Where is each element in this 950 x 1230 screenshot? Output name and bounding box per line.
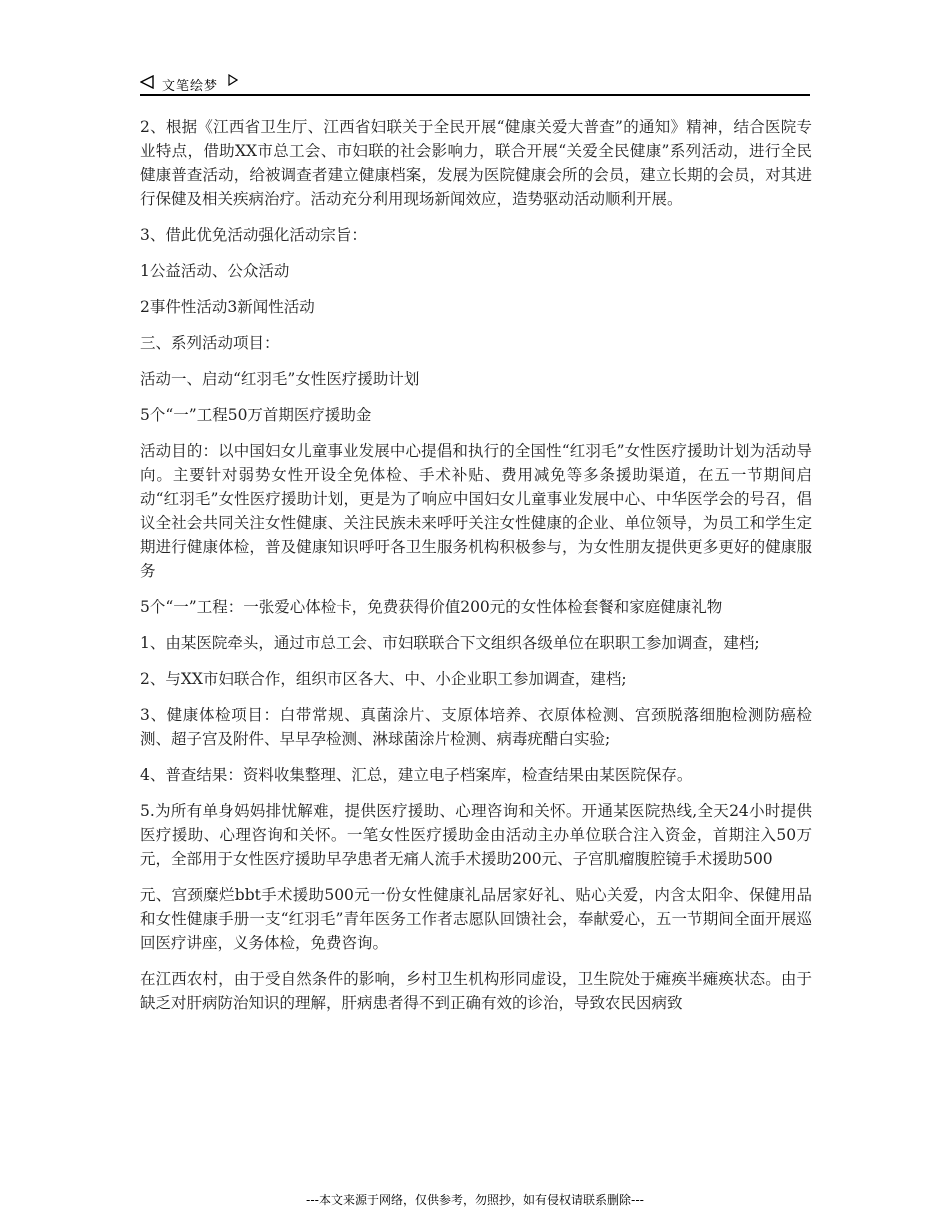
triangle-right-icon xyxy=(228,74,238,86)
document-body xyxy=(140,115,812,1027)
paragraph: 元、宫颈糜烂bbt手术援助500元一份女性健康礼品居家好礼、贴心关爱，内含太阳伞、保健用品和女性健康手册一支“红羽毛”青年医务工作者志愿队回馈社会，奉献爱心，五一节期间全面开展巡回医疗讲座，义务体检，免费咨询。 xyxy=(140,886,812,952)
paragraph: 4、普查结果：资料收集整理、汇总，建立电子档案库，检查结果由某医院保存。 xyxy=(140,766,693,784)
paragraph: 2、根据《江西省卫生厅、江西省妇联关于全民开展“健康关爱大普查”的通知》精神，结合医院专业特点，借助XX市总工会、市妇联的社会影响力，联合开展“关爱全民健康”系列活动，进行全民健康普查活动，给被调查者建立健康档案，发展为医院健康会所的会员，建立长期的会员，对其进行保健及相关疾病治疗。活动充分利用现场新闻效应，造势驱动活动顺利开展。 xyxy=(140,118,812,208)
paragraph: 2、与XX市妇联合作，组织市区各大、中、小企业职工参加调查，建档; xyxy=(140,670,627,688)
paragraph: 1、由某医院牵头，通过市总工会、市妇联联合下文组织各级单位在职职工参加调查，建档; xyxy=(140,634,760,652)
triangle-left-icon xyxy=(140,75,154,89)
paragraph: 3、借此优免活动强化活动宗旨： xyxy=(140,226,367,244)
paragraph: 1公益活动、公众活动 xyxy=(140,262,290,280)
paragraph: 5.为所有单身妈妈排忧解难，提供医疗援助、心理咨询和关怀。开通某医院热线,全天24小时提供医疗援助、心理咨询和关怀。一笔女性医疗援助金由活动主办单位联合注入资金，首期注入50万元，全部用于女性医疗援助早孕患者无痛人流手术援助200元、子宫肌瘤腹腔镜手术援助500 xyxy=(140,802,812,868)
paragraph: 三、系列活动项目： xyxy=(140,334,280,352)
paragraph: 5个“一”工程50万首期医疗援助金 xyxy=(140,406,372,424)
paragraph: 在江西农村，由于受自然条件的影响，乡村卫生机构形同虚设，卫生院处于瘫痪半瘫痪状态。由于缺乏对肝病防治知识的理解，肝病患者得不到正确有效的诊治，导致农民因病致 xyxy=(140,970,812,1012)
page-footer: ---本文来源于网络，仅供参考，勿照抄，如有侵权请联系删除--- xyxy=(306,1193,644,1207)
paragraph: 活动目的：以中国妇女儿童事业发展中心提倡和执行的全国性“红羽毛”女性医疗援助计划为活动导向。主要针对弱势女性开设全免体检、手术补贴、费用减免等多条援助渠道，在五一节期间启动“红羽毛”女性医疗援助计划，更是为了响应中国妇女儿童事业发展中心、中华医学会的号召，倡议全社会共同关注女性健康、关注民族未来呼吁关注女性健康的企业、单位领导，为员工和学生定期进行健康体检，普及健康知识呼吁各卫生服务机构积极参与，为女性朋友提供更多更好的健康服务 xyxy=(140,442,812,580)
paragraph: 活动一、启动“红羽毛”女性医疗援助计划 xyxy=(140,370,420,388)
page-header xyxy=(140,72,810,96)
paragraph: 3、健康体检项目：白带常规、真菌涂片、支原体培养、衣原体检测、宫颈脱落细胞检测防癌检测、超子宫及附件、早早孕检测、淋球菌涂片检测、病毒疣醋白实验; xyxy=(140,706,812,748)
brand-name: 文笔绘梦 xyxy=(162,79,219,94)
paragraph: 2事件性活动3新闻性活动 xyxy=(140,298,315,316)
paragraph: 5个“一”工程：一张爱心体检卡，免费获得价值200元的女性体检套餐和家庭健康礼物 xyxy=(140,598,723,616)
